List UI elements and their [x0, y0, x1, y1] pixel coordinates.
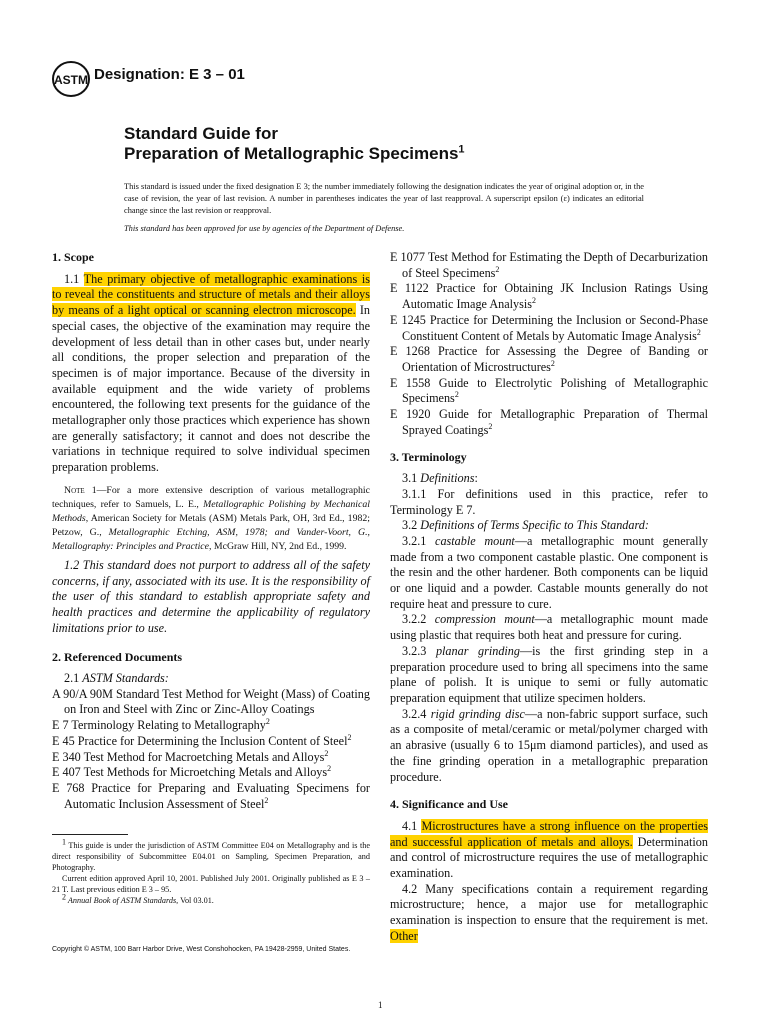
footnote-2: $^2$ Annual Book of ASTM Standards, Vol 03.01.	[62, 892, 214, 905]
svg-text:ASTM: ASTM	[54, 73, 88, 87]
footnote-1: $^1$ This guide is under the jurisdiction of ASTM Committee E04 on Metallography and is the direct responsibility of Subcommittee E04.01 on Sampling, Specimen Preparation, and Photography.	[52, 837, 370, 872]
document-title	[124, 124, 465, 164]
definition-castable-mount: 3.2.1 castable mount—a metallographic mount generally made from a two component castable plastic. One component is the resin and the other hardener. Both components can be liquid or one liquid and a powder. Castable mounts generally do not require heat and pressure to cure.	[390, 533, 708, 611]
astm-logo-icon	[50, 60, 92, 98]
definitions-3-2: 3.2 Definitions of Terms Specific to This Standard:	[402, 518, 649, 533]
referenced-document: E 1077 Test Method for Estimating the Depth of Decarburization of Steel Specimens$^2$	[390, 250, 708, 280]
referenced-document: E 1268 Practice for Assessing the Degree of Banding or Orientation of Microstructures$^2$	[390, 344, 708, 374]
highlight-other: Other	[390, 928, 418, 943]
astm-standards-label: 2.1 ASTM Standards:	[64, 671, 169, 686]
referenced-document: E 1558 Guide to Electrolytic Polishing of Metallographic Specimens$^2$	[390, 375, 708, 406]
referenced-document: E 45 Practice for Determining the Inclusion Content of Steel$^2$	[52, 732, 352, 748]
referenced-list-right	[390, 250, 708, 438]
significance-heading: 4. Significance and Use	[390, 797, 509, 812]
definitions-3-1: 3.1 Definitions:	[402, 471, 478, 486]
significance-4-1: 4.1 Microstructures have a strong influence on the properties and successful application of metals and alloys. Determination and control of microstructure requires the use of metallographic examination.	[390, 818, 709, 881]
referenced-document: E 7 Terminology Relating to Metallography$^2$	[52, 717, 270, 733]
referenced-document: A 90/A 90M Standard Test Method for Weight (Mass) of Coating on Iron and Steel with Zinc or Zinc-Alloy Coatings	[52, 686, 370, 717]
left-column	[52, 250, 370, 812]
highlight-microstructures: Microstructures have a strong influence on the properties and successful application of metals and alloys.	[390, 818, 709, 849]
referenced-document: E 340 Test Method for Macroetching Metals and Alloys$^2$	[52, 748, 329, 764]
referenced-document: E 768 Practice for Preparing and Evaluating Specimens for Automatic Inclusion Assessment of Steel$^2$	[52, 780, 370, 811]
referenced-document: E 407 Test Methods for Microetching Metals and Alloys$^2$	[52, 764, 332, 780]
note-1: Note 1—For a more extensive description of various metallographic techniques, refer to Samuels, L. E., Metallographic Polishing by Mechanical Methods, American Society for Metals (ASM) Metals Park, OH, 3rd Ed., 1982; Petzow, G., Metallographic Etching, ASM, 1978; and Vander-Voort, G., Metallography: Principles and Practice, McGraw Hill, NY, 2nd Ed., 1999.	[52, 484, 370, 552]
copyright: Copyright © ASTM, 100 Barr Harbor Drive, West Conshohocken, PA 19428-2959, United States.	[52, 946, 351, 953]
title-line1: Standard Guide for	[124, 124, 278, 143]
scope-heading: 1. Scope	[52, 250, 94, 264]
referenced-heading: 2. Referenced Documents	[52, 650, 183, 665]
footnote-rule	[52, 834, 128, 835]
right-column	[390, 250, 708, 945]
definition-planar-grinding: 3.2.3 planar grinding—is the first grinding step in a preparation procedure used to bring all specimens into the same plane of polish. It is unique to semi or fully automatic preparation equipment that utilize specimen holders.	[390, 643, 708, 705]
designation: Designation: E 3 – 01	[94, 66, 245, 83]
referenced-list-left	[52, 687, 370, 813]
definition-compression-mount: 3.2.2 compression mount—a metallographic mount made using plastic that requires both heat and pressure for curing.	[390, 612, 709, 643]
highlight-primary-objective: The primary objective of metallographic examinations is to reveal the constituents and structure of metals and their alloys by means of a light optical or scanning electron microscope.	[52, 271, 371, 318]
definitions-3-1-1: 3.1.1 For definitions used in this practice, refer to Terminology E 7.	[390, 486, 708, 517]
definition-rigid-grinding-disc: 3.2.4 rigid grinding disc—a non-fabric support surface, such as a composite of metal/ceramic or metal/polymer charged with an abrasive (usually 6 to 15μm diamond particles), and used as the fine grinding operation in a metallographic preparation procedure.	[390, 706, 708, 784]
scope-paragraph-1-2: 1.2 This standard does not purport to address all of the safety concerns, if any, associated with its use. It is the responsibility of the user of this standard to establish appropriate safety and health practices and determine the applicability of regulatory limitations prior to use.	[52, 557, 370, 635]
footnote-1-current-edition: Current edition approved April 10, 2001. Published July 2001. Originally published as E 3 – 21 T. Last previous edition E 3 – 95.	[52, 874, 370, 894]
page-number: 1	[378, 1000, 383, 1010]
referenced-document: E 1245 Practice for Determining the Inclusion or Second-Phase Constituent Content of Metals by Automatic Image Analysis$^2$	[390, 312, 708, 343]
referenced-document: E 1920 Guide for Metallographic Preparation of Thermal Sprayed Coatings$^2$	[390, 407, 708, 437]
astm-logo	[50, 60, 92, 98]
referenced-document: E 1122 Practice for Obtaining JK Inclusion Ratings Using Automatic Image Analysis$^2$	[390, 281, 708, 312]
terminology-heading: 3. Terminology	[390, 450, 467, 465]
scope-paragraph-1-1: 1.1 The primary objective of metallographic examinations is to reveal the constituents and structure of metals and their alloys by means of a light optical or scanning electron microscope. In special cases, the objective of the examination may require the development of less detail than in other cases but, under nearly all conditions, the proper selection and preparation of the specimen is of major importance. Because of the diversity in available equipment and the wide variety of problems encountered, the following text presents for the guidance of the metallographer only those practices which experience has shown are generally satisfactory; it cannot and does not describe the variations in technique required to solve individual specimen preparation problems.	[52, 271, 371, 475]
title-line2: Preparation of Metallographic Specimens$^1$	[124, 143, 465, 163]
issued-notice: This standard is issued under the fixed designation E 3; the number immediately following the designation indicates the year of original adoption or, in the case of revision, the year of last revision. A number in parentheses indicates the year of last reapproval. A superscript epsilon (ε) indicates an editorial change since the last revision or reapproval.	[124, 182, 644, 215]
approved-notice: This standard has been approved for use by agencies of the Department of Defense.	[124, 224, 405, 233]
footnotes	[52, 837, 370, 906]
significance-4-2: 4.2 Many specifications contain a requirement regarding microstructure; hence, a major use for metallographic examination is inspection to ensure that the requirement is met. Other	[390, 881, 708, 943]
